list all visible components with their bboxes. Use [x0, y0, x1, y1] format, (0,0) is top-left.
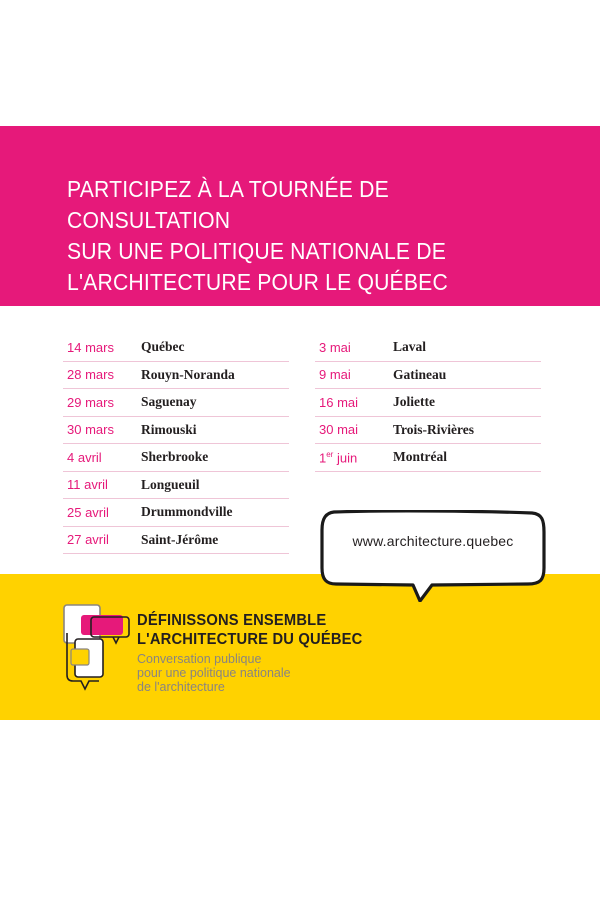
- schedule-column-right: [315, 334, 541, 472]
- list-item: [63, 499, 289, 527]
- date-month: juin: [333, 449, 358, 465]
- campaign-subtitle-line-2: pour une politique nationale: [137, 666, 291, 680]
- event-city: Québec: [141, 339, 185, 355]
- campaign-subtitle-line-3: de l'architecture: [137, 680, 225, 694]
- event-city: Trois-Rivières: [393, 421, 474, 437]
- event-date: 4 avril: [67, 449, 102, 465]
- title-line-3: L'ARCHITECTURE POUR LE QUÉBEC: [67, 269, 448, 295]
- event-city: Gatineau: [393, 366, 447, 382]
- list-item: [63, 527, 289, 555]
- event-city: Longueuil: [141, 476, 200, 492]
- speech-bubble-icon: [320, 510, 546, 602]
- campaign-subtitle: [137, 652, 291, 694]
- speech-bubbles-icon: [61, 603, 131, 693]
- event-date: [319, 450, 357, 465]
- list-item: [63, 444, 289, 472]
- list-item: [315, 334, 541, 362]
- event-date: 29 mars: [67, 394, 114, 410]
- schedule-column-left: [63, 334, 289, 554]
- list-item: [315, 389, 541, 417]
- list-item: [315, 362, 541, 390]
- event-city: Saint-Jérôme: [141, 531, 219, 547]
- list-item: [63, 362, 289, 390]
- event-city: Saguenay: [141, 394, 197, 410]
- event-date: 9 mai: [319, 367, 351, 383]
- campaign-title-line-1: DÉFINISSONS ENSEMBLE: [137, 612, 327, 629]
- title-line-2: SUR UNE POLITIQUE NATIONALE DE: [67, 238, 447, 264]
- list-item: [315, 444, 541, 472]
- event-city: Rimouski: [141, 421, 197, 437]
- event-city: Montréal: [393, 449, 447, 465]
- campaign-title: [137, 611, 362, 649]
- event-date: 27 avril: [67, 532, 109, 548]
- event-date: 28 mars: [67, 367, 114, 383]
- event-date: 3 mai: [319, 339, 351, 355]
- date-day: 1: [319, 449, 327, 465]
- event-date: 11 avril: [67, 477, 108, 493]
- event-date: 16 mai: [319, 394, 359, 410]
- event-date: 30 mars: [67, 422, 114, 438]
- list-item: [63, 417, 289, 445]
- date-ordinal: er: [326, 449, 334, 459]
- event-date: 30 mai: [319, 422, 359, 438]
- list-item: [63, 472, 289, 500]
- title-line-1: PARTICIPEZ À LA TOURNÉE DE CONSULTATION: [67, 176, 389, 233]
- list-item: [63, 389, 289, 417]
- event-city: Drummondville: [141, 504, 233, 520]
- event-date: 25 avril: [67, 504, 109, 520]
- event-city: Rouyn-Noranda: [141, 366, 235, 382]
- website-link[interactable]: www.architecture.quebec: [352, 533, 514, 549]
- list-item: [315, 417, 541, 445]
- event-date: 14 mars: [67, 339, 114, 355]
- page-title: [67, 174, 557, 298]
- campaign-title-line-2: L'ARCHITECTURE DU QUÉBEC: [137, 631, 363, 648]
- event-city: Joliette: [393, 394, 435, 410]
- event-city: Laval: [393, 339, 427, 355]
- header-banner: [0, 126, 600, 306]
- event-city: Sherbrooke: [141, 449, 209, 465]
- list-item: [63, 334, 289, 362]
- campaign-subtitle-line-1: Conversation publique: [137, 652, 262, 666]
